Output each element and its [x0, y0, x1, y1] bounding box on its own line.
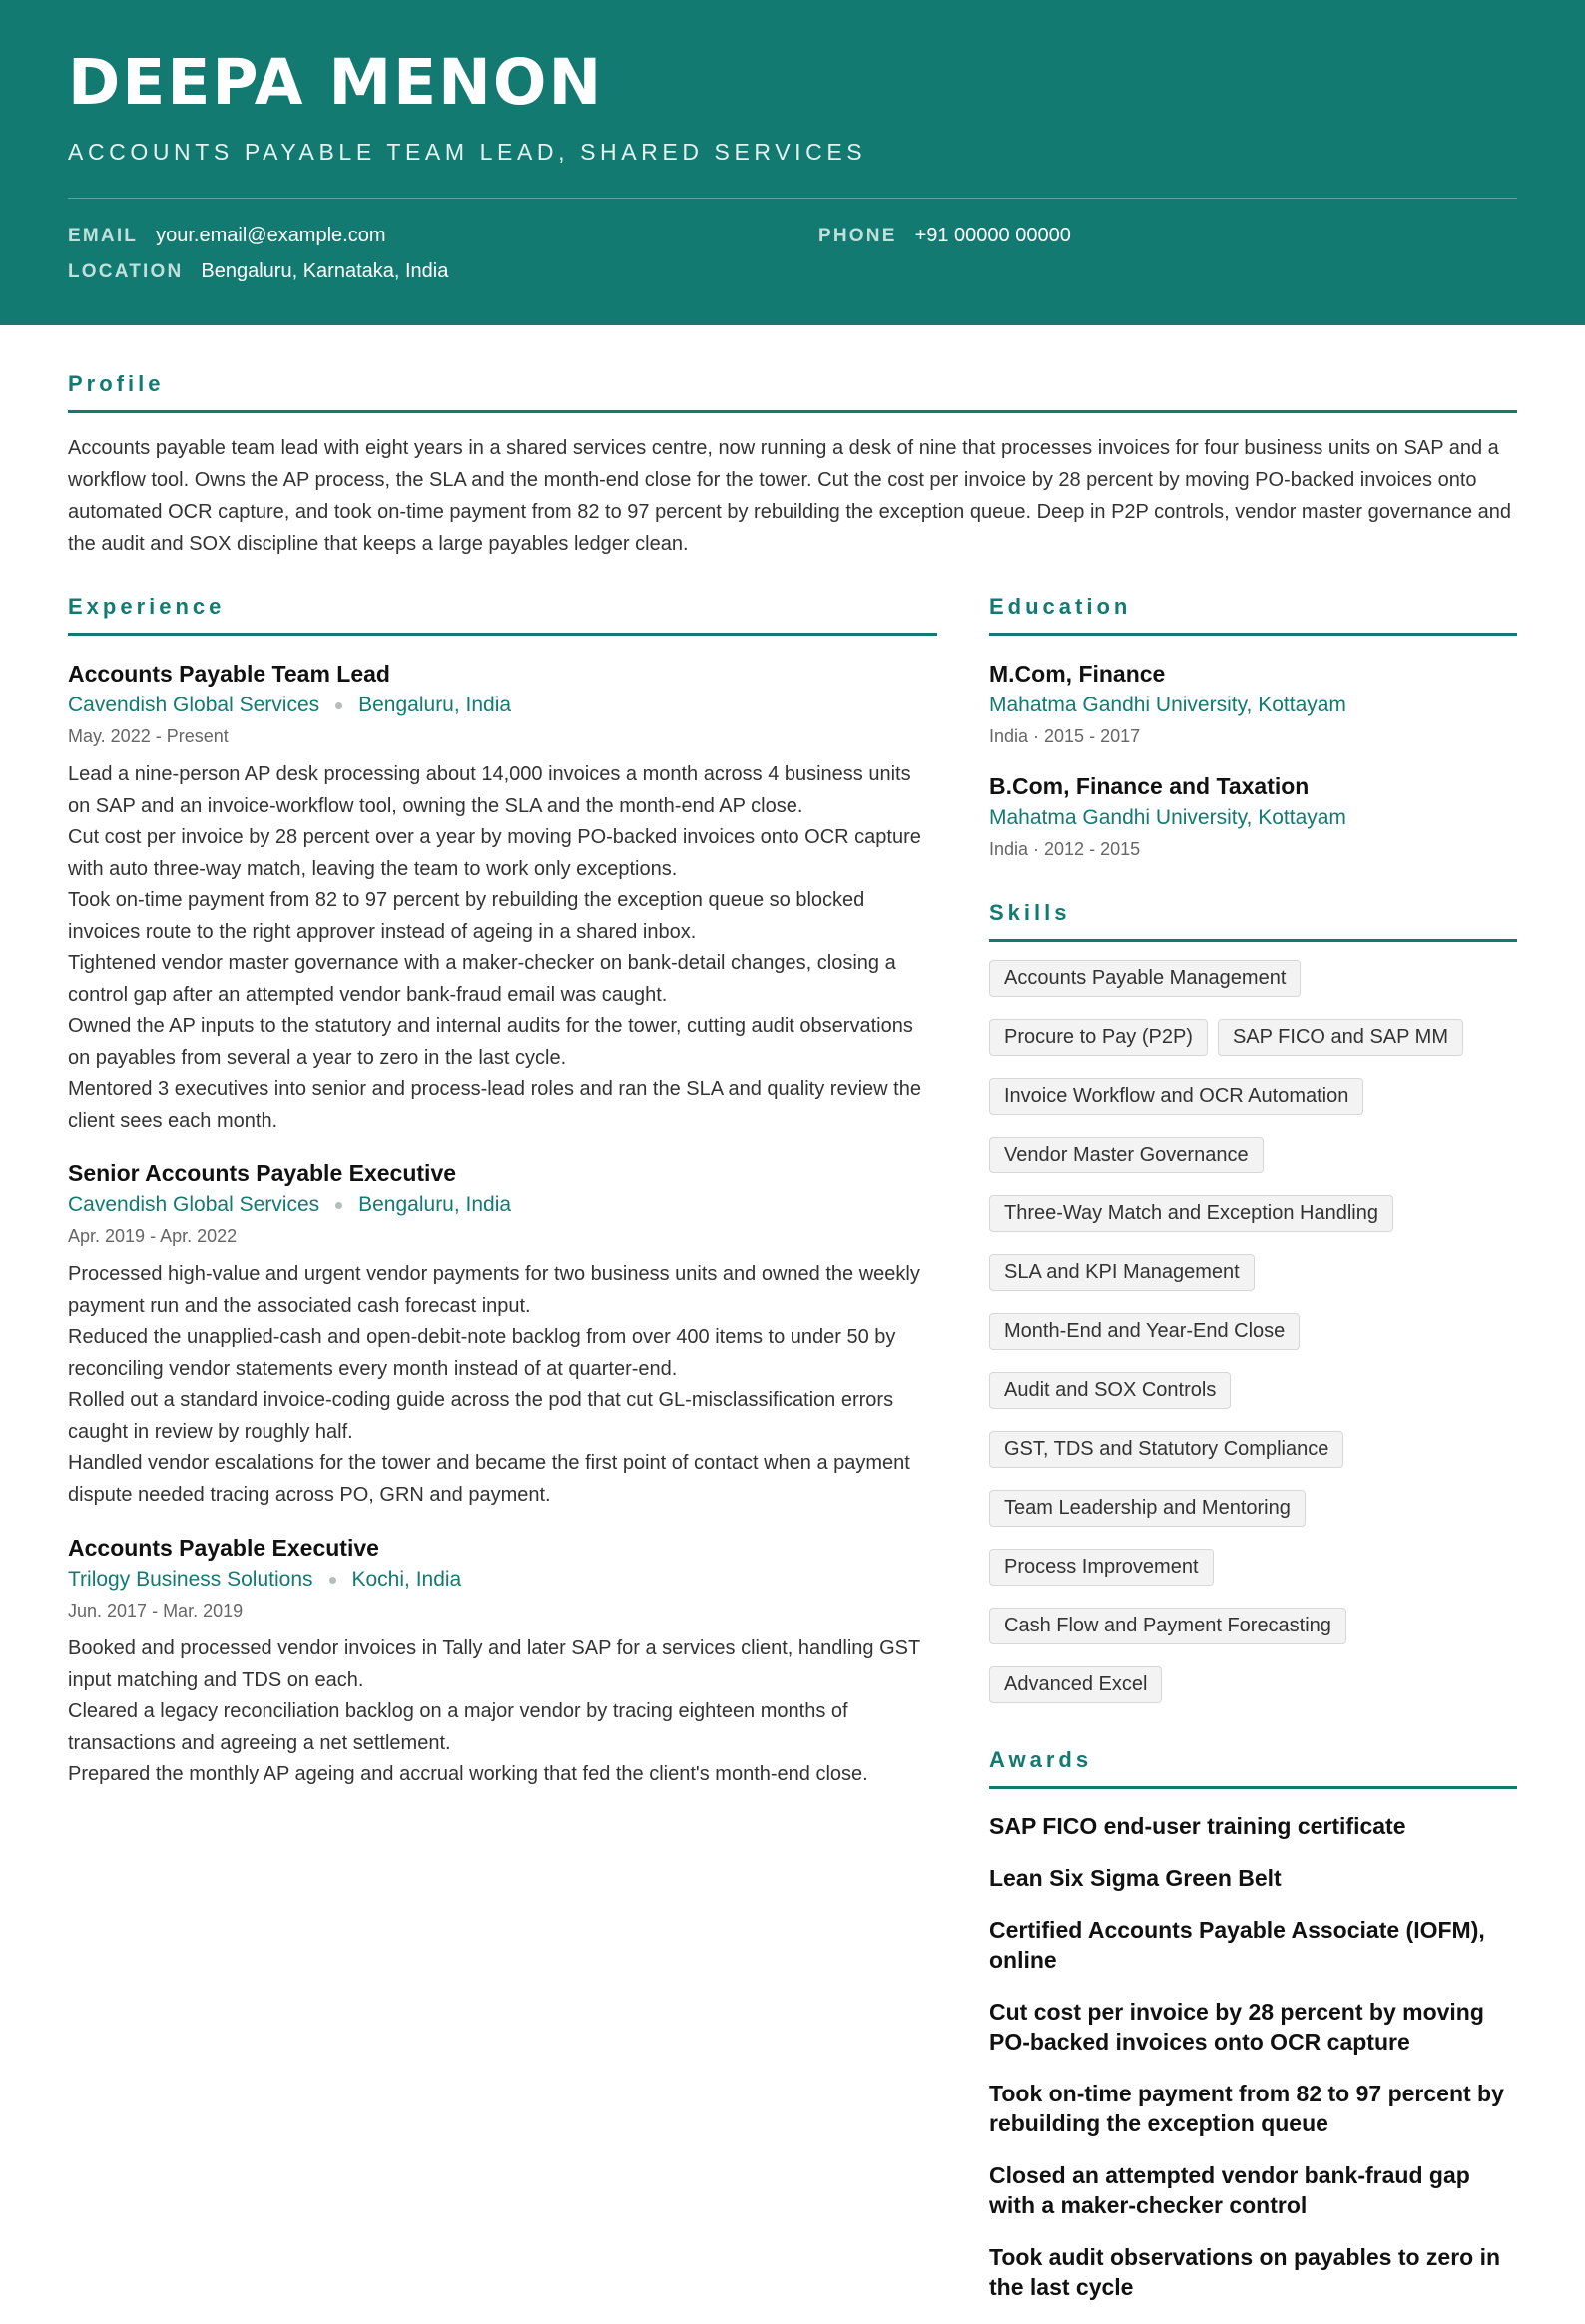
job-company: Trilogy Business Solutions: [68, 1568, 313, 1591]
job-dates: May. 2022 - Present: [68, 726, 229, 746]
education-entry: [989, 658, 1517, 751]
education-info: India · 2015 - 2017: [989, 726, 1141, 746]
job-location: Bengaluru, India: [358, 1193, 512, 1216]
job-bullet: Cleared a legacy reconciliation backlog on a major vendor by tracing eighteen months of transactions and agreeing a net settlement.: [68, 1700, 848, 1754]
skill-chip: SLA and KPI Management: [989, 1254, 1255, 1291]
education-degree: B.Com, Finance and Taxation: [989, 773, 1310, 799]
experience-heading: Experience: [68, 594, 937, 636]
header-divider: [68, 198, 1517, 199]
job-bullet: Booked and processed vendor invoices in Tally and later SAP for a services client, handling GST input matching and TDS on each.: [68, 1637, 920, 1691]
phone-value[interactable]: +91 00000 00000: [914, 225, 1071, 246]
experience-section: [68, 594, 937, 1791]
education-list: [989, 658, 1517, 864]
job-bullet: Lead a nine-person AP desk processing about 14,000 invoices a month across 4 business units on SAP and an invoice-workflow tool, owning the SLA and the month-end AP close.: [68, 763, 911, 817]
location-value: Bengaluru, Karnataka, India: [201, 260, 449, 282]
location-label: LOCATION: [68, 261, 184, 282]
skill-chip: Advanced Excel: [989, 1666, 1162, 1703]
job-entry: [68, 658, 937, 1137]
award-item: SAP FICO end-user training certificate: [989, 1813, 1406, 1839]
skill-chip: Audit and SOX Controls: [989, 1372, 1231, 1409]
contact-location: [68, 260, 448, 283]
skills-list: [989, 960, 1517, 1703]
awards-list: [989, 1811, 1517, 2302]
skill-chip: Cash Flow and Payment Forecasting: [989, 1608, 1346, 1644]
profile-summary: Accounts payable team lead with eight years in a shared services centre, now running a desk of nine that processes invoices for four business units on SAP and a workflow tool. Owns the AP process, the SLA and the month-end close for the tower. Cut the cost per invoice by 28 percent by moving PO-backed invoices onto automated OCR capture, and took on-time payment from 82 to 97 percent by rebuilding the exception queue. Deep in P2P controls, vendor master governance and the audit and SOX discipline that keeps a large payables ledger clean.: [68, 437, 1512, 555]
education-degree: M.Com, Finance: [989, 661, 1166, 687]
skill-chip: Process Improvement: [989, 1549, 1214, 1586]
award-item: Took audit observations on payables to zero in the last cycle: [989, 2244, 1501, 2300]
job-bullet: Reduced the unapplied-cash and open-debit-note backlog from over 400 items to under 50 by reconciling vendor statements every month instead of at quarter-end.: [68, 1326, 896, 1380]
job-company: Cavendish Global Services: [68, 694, 320, 716]
contact-phone: [818, 225, 1071, 247]
job-bullet: Rolled out a standard invoice-coding guide across the pod that cut GL-misclassification errors caught in review by roughly half.: [68, 1389, 894, 1443]
job-bullet: Prepared the monthly AP ageing and accrual working that fed the client's month-end close.: [68, 1763, 868, 1785]
job-dates: Apr. 2019 - Apr. 2022: [68, 1226, 238, 1246]
job-bullet: Owned the AP inputs to the statutory and internal audits for the tower, cutting audit observations on payables from several a year to zero in the last cycle.: [68, 1015, 913, 1069]
job-bullet: Handled vendor escalations for the tower and became the first point of contact when a payment dispute needed tracing across PO, GRN and payment.: [68, 1452, 910, 1506]
job-location: Kochi, India: [351, 1568, 462, 1591]
job-dates: Jun. 2017 - Mar. 2019: [68, 1601, 244, 1621]
skill-chip: Three-Way Match and Exception Handling: [989, 1195, 1393, 1232]
job-meta: [68, 690, 937, 721]
separator-dot: [335, 1202, 342, 1209]
skill-chip: Invoice Workflow and OCR Automation: [989, 1078, 1363, 1115]
skill-chip: SAP FICO and SAP MM: [1218, 1019, 1463, 1056]
job-meta: [68, 1564, 937, 1596]
contact-email: [68, 225, 386, 247]
job-title: Accounts Payable Team Lead: [68, 661, 390, 687]
contact-block: [68, 225, 1517, 300]
job-location: Bengaluru, India: [358, 694, 512, 716]
email-label: EMAIL: [68, 226, 139, 246]
separator-dot: [335, 702, 342, 709]
job-title: Accounts Payable Executive: [68, 1535, 379, 1561]
job-company: Cavendish Global Services: [68, 1193, 320, 1216]
job-meta: [68, 1189, 937, 1221]
award-item: Took on-time payment from 82 to 97 percent by rebuilding the exception queue: [989, 2081, 1504, 2136]
job-bullets: [68, 759, 937, 1137]
award-item: Cut cost per invoice by 28 percent by moving PO-backed invoices onto OCR capture: [989, 1999, 1484, 2055]
job-entry: [68, 1158, 937, 1511]
job-bullet: Mentored 3 executives into senior and process-lead roles and ran the SLA and quality review the client sees each month.: [68, 1078, 921, 1132]
skill-chip: Accounts Payable Management: [989, 960, 1301, 997]
awards-heading: Awards: [989, 1747, 1517, 1789]
job-bullets: [68, 1259, 937, 1511]
education-info: India · 2012 - 2015: [989, 839, 1141, 859]
skill-chip: Vendor Master Governance: [989, 1137, 1264, 1173]
job-bullet: Cut cost per invoice by 28 percent over a year by moving PO-backed invoices onto OCR capture with auto three-way match, leaving the team to work only exceptions.: [68, 826, 921, 880]
candidate-name: DEEPA MENON: [68, 46, 604, 119]
award-item: Certified Accounts Payable Associate (IOFM), online: [989, 1917, 1485, 1973]
skill-chip: Team Leadership and Mentoring: [989, 1490, 1306, 1527]
job-list: [68, 658, 937, 1791]
education-school: Mahatma Gandhi University, Kottayam: [989, 694, 1346, 716]
job-title: Senior Accounts Payable Executive: [68, 1161, 457, 1186]
award-item: Lean Six Sigma Green Belt: [989, 1865, 1282, 1891]
resume-header: [0, 0, 1585, 325]
email-value[interactable]: your.email@example.com: [156, 225, 386, 246]
education-school: Mahatma Gandhi University, Kottayam: [989, 806, 1346, 829]
job-bullets: [68, 1633, 937, 1791]
phone-label: PHONE: [818, 226, 897, 246]
education-entry: [989, 770, 1517, 864]
candidate-title: ACCOUNTS PAYABLE TEAM LEAD, SHARED SERVICES: [68, 139, 867, 165]
skill-chip: GST, TDS and Statutory Compliance: [989, 1431, 1343, 1468]
profile-heading: Profile: [68, 371, 1517, 413]
job-entry: [68, 1532, 937, 1791]
skill-chip: Procure to Pay (P2P): [989, 1019, 1208, 1056]
sidebar: [989, 594, 1517, 2324]
job-bullet: Took on-time payment from 82 to 97 percent by rebuilding the exception queue so blocked invoices route to the right approver instead of ageing in a shared inbox.: [68, 889, 865, 943]
award-item: Closed an attempted vendor bank-fraud gap with a maker-checker control: [989, 2162, 1470, 2218]
separator-dot: [329, 1577, 336, 1584]
job-bullet: Tightened vendor master governance with a maker-checker on bank-detail changes, closing a control gap after an attempted vendor bank-fraud email was caught.: [68, 952, 896, 1006]
skills-heading: Skills: [989, 900, 1517, 942]
education-heading: Education: [989, 594, 1517, 636]
profile-section: [68, 371, 1517, 560]
skill-chip: Month-End and Year-End Close: [989, 1313, 1300, 1350]
job-bullet: Processed high-value and urgent vendor payments for two business units and owned the weekly payment run and the associated cash forecast input.: [68, 1263, 920, 1317]
